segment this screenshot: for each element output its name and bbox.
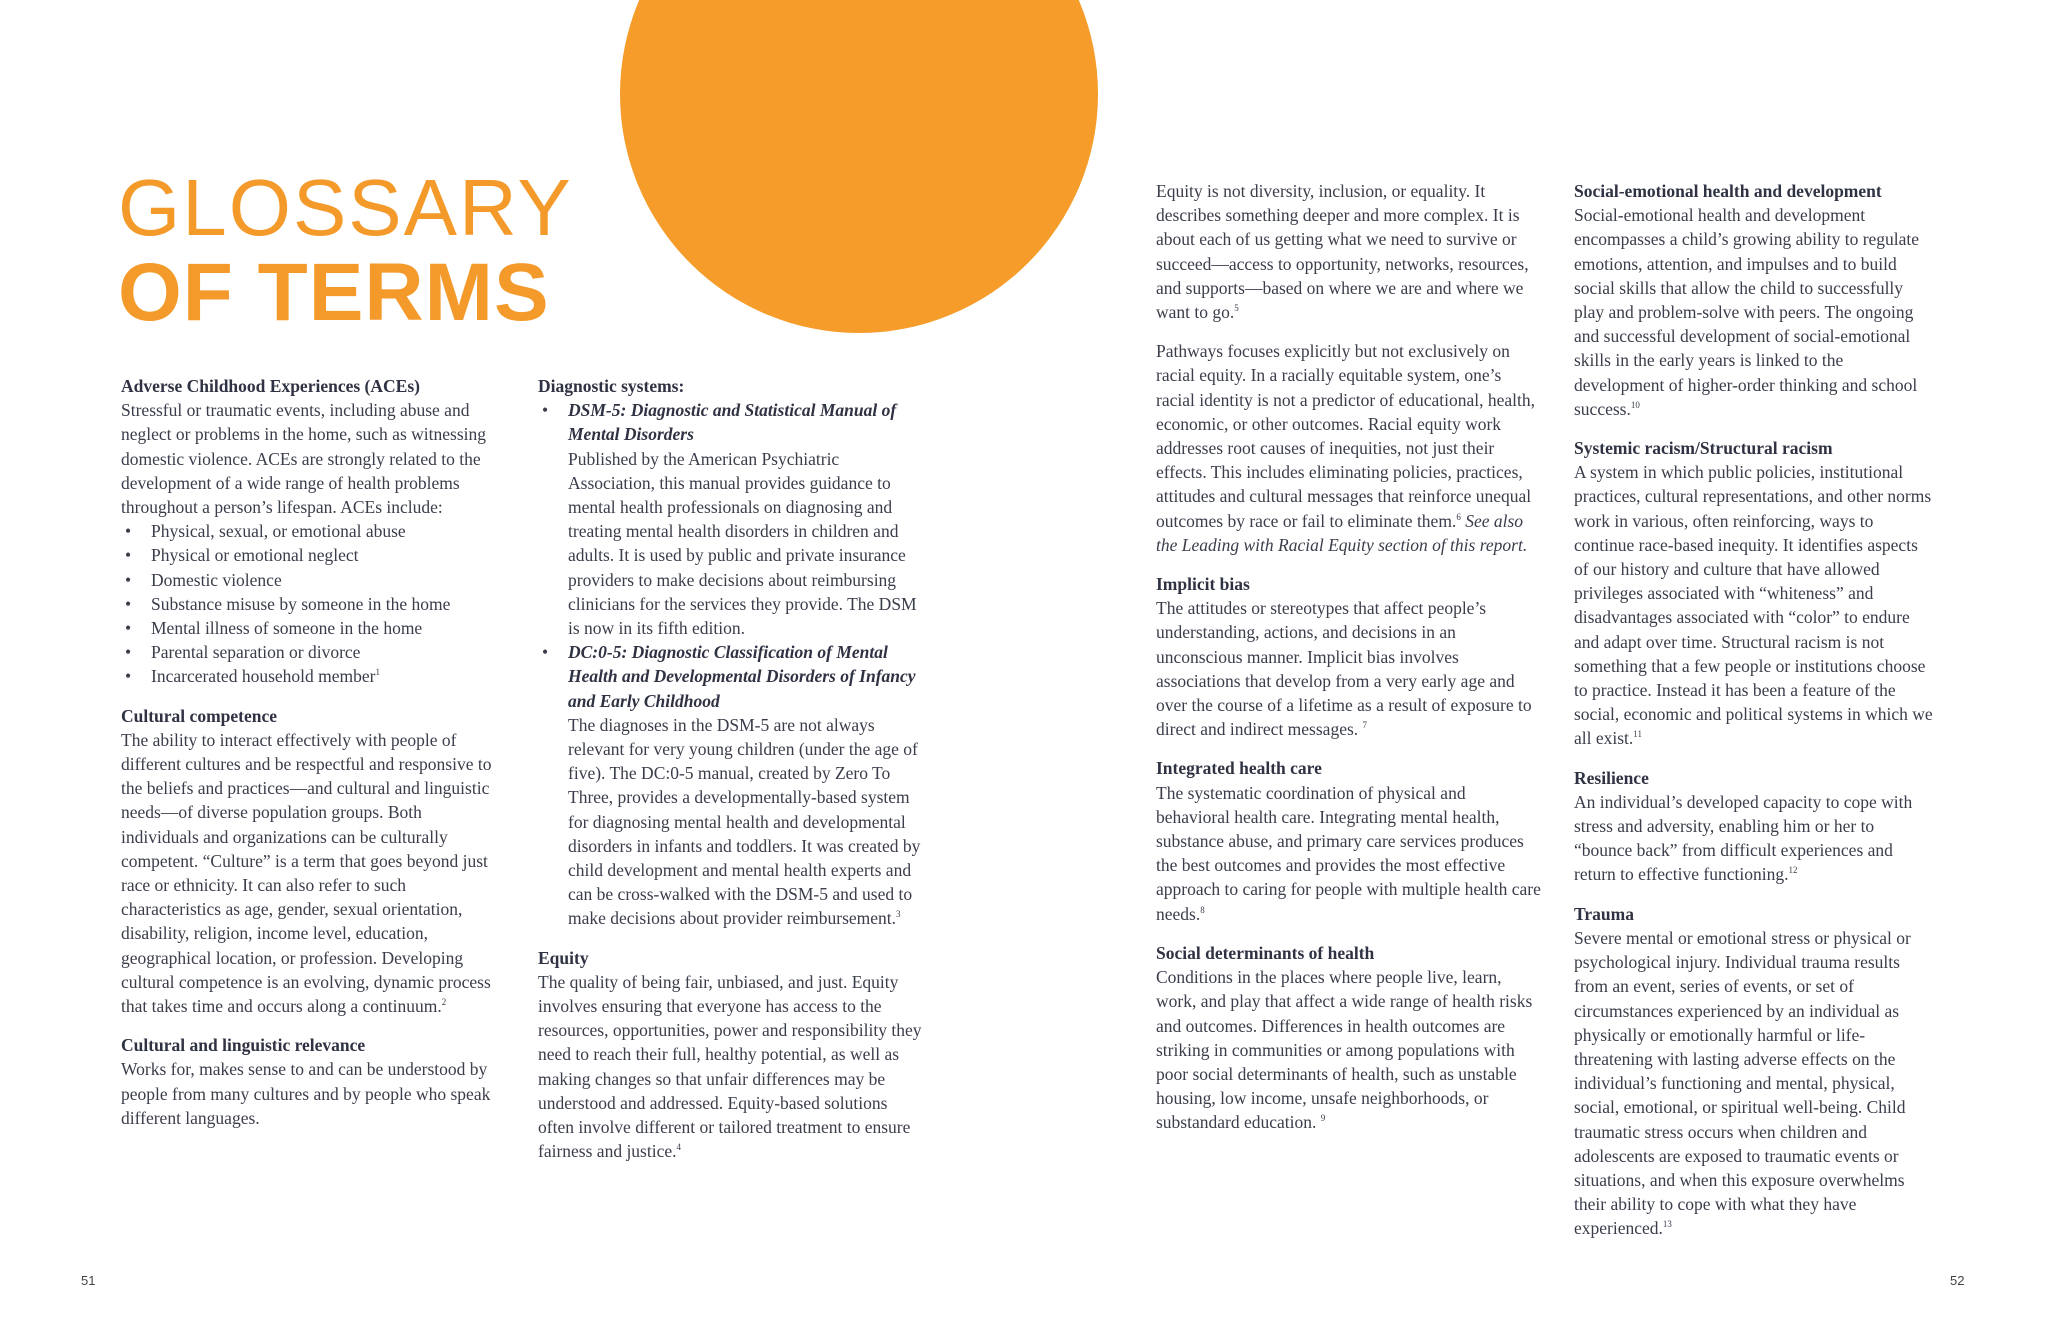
term-definition	[121, 728, 496, 1018]
definition-text: Social-emotional health and development encompasses a child’s growing ability to regulate emotions, attention, and impulses and to build social skills that allow the child to successfully play and problem-solve with peers. The ongoing and successful development of social-emotional skills in the early years is linked to the development of higher-order thinking and school success.	[1574, 205, 1920, 419]
term-heading: Adverse Childhood Experiences (ACEs)	[121, 376, 420, 396]
dc05-definition	[568, 713, 923, 931]
footnote-ref: 6	[1456, 511, 1461, 522]
column-2	[538, 374, 923, 1179]
footnote-ref: 8	[1200, 904, 1205, 915]
diagnostic-list	[538, 398, 923, 930]
column-1	[121, 374, 496, 1145]
equity-continued-1	[1156, 179, 1541, 324]
list-item-dc05	[538, 640, 923, 930]
term-heading: Trauma	[1574, 903, 1634, 924]
paragraph-text: Pathways focuses explicitly but not exclusively on racial equity. In a racially equitable system, one’s racial identity is not a predictor of educational, health, economic, or other outcomes. Racial equity work addresses root causes of inequities, not just their effects. This includes eliminating policies, practices, attitudes and cultural messages that reinforce unequal outcomes by race or fail to eliminate them.	[1156, 341, 1536, 531]
term-heading: Implicit bias	[1156, 574, 1250, 595]
term-heading: Diagnostic systems:	[538, 376, 685, 396]
term-definition	[1574, 460, 1934, 750]
footnote-ref: 12	[1788, 865, 1798, 876]
equity-continued-2	[1156, 339, 1541, 557]
term-definition	[1156, 781, 1541, 926]
term-definition	[1156, 965, 1541, 1134]
footnote-ref: 2	[441, 997, 447, 1008]
title-line-of-terms: OF TERMS	[118, 247, 550, 338]
definition-text: Severe mental or emotional stress or physical or psychological injury. Individual trauma results from an event, series of events, or set of circumstances experienced by an individual as physically or emotionally harmful or life-threatening with lasting adverse effects on the individual’s functioning and mental, physical, social, emotional, or spiritual well-being. Child traumatic stress occurs when children and adolescents are exposed to traumatic events or situations, and when this exposure overwhelms their ability to cope with what they have experienced.	[1574, 927, 1911, 1239]
term-definition	[538, 970, 923, 1164]
term-definition	[1574, 926, 1934, 1241]
aces-list	[121, 519, 496, 688]
definition-text: The quality of being fair, unbiased, and just. Equity involves ensuring that everyone has access to the resources, opportunities, power and responsibility they need to reach their full, healthy potential, as well as making changes so that unfair differences may be understood and addressed. Equity-based solutions often involve different or tailored treatment to ensure fairness and justice.	[538, 971, 922, 1162]
footnote-ref: 7	[1362, 720, 1368, 731]
term-diagnostic-systems	[538, 374, 923, 931]
dc05-title: • DC:0-5: Diagnostic Classification of Mental Health and Developmental Disorders of Infancy and Early Childhood	[568, 642, 916, 711]
dsm5-definition: Published by the American Psychiatric Association, this manual provides guidance to mental health professionals on diagnosing and treating mental health disorders in children and adults. It is used by public and private insurance providers to make decisions about reimbursing clinicians for the services they provide. The DSM is now in its fifth edition.	[568, 448, 917, 639]
page-number-left: 51	[81, 1273, 96, 1288]
term-heading: Integrated health care	[1156, 758, 1322, 779]
definition-text: The diagnoses in the DSM-5 are not always relevant for very young children (under the age of five). The DC:0-5 manual, created by Zero To Three, provides a developmentally-based system for diagnosing mental health and developmental disorders in infants and toddlers. It was created by child development and mental health experts and can be cross-walked with the DSM-5 and used to make decisions about provider reimbursement.	[568, 714, 921, 929]
term-resilience	[1574, 766, 1934, 887]
term-trauma	[1574, 902, 1934, 1241]
term-heading: Cultural competence	[121, 705, 278, 726]
footnote-ref: 9	[1320, 1113, 1326, 1124]
list-item: • Physical, sexual, or emotional abuse	[121, 519, 496, 543]
definition-text: Conditions in the places where people live, learn, work, and play that affect a wide range of health risks and outcomes. Differences in health outcomes are striking in communities or among populations with poor social determinants of health, such as unstable housing, low income, unsafe neighborhoods, or substandard education.	[1156, 967, 1533, 1133]
list-item-dsm5	[538, 398, 923, 640]
see-also-note: See also the Leading with Racial Equity section of this report.	[1156, 510, 1528, 555]
term-heading: Cultural and linguistic relevance	[121, 1035, 366, 1056]
list-item	[121, 664, 496, 688]
footnote-ref: 3	[896, 909, 901, 920]
title-line-glossary: GLOSSARY	[118, 163, 573, 252]
orange-circle-decoration	[620, 0, 1098, 333]
term-systemic-racism	[1574, 436, 1934, 751]
footnote-ref: 11	[1633, 729, 1642, 740]
term-heading: Equity	[538, 947, 589, 968]
term-equity	[538, 946, 923, 1164]
term-definition	[1574, 790, 1934, 887]
term-heading: Social determinants of health	[1156, 942, 1375, 963]
definition-text: An individual’s developed capacity to cope with stress and adversity, enabling him or her to “bounce back” from difficult experiences and return to effective functioning.	[1574, 791, 1913, 885]
term-aces	[121, 374, 496, 689]
list-item: • Mental illness of someone in the home	[121, 616, 496, 640]
footnote-ref: 5	[1234, 303, 1239, 314]
term-definition	[1156, 596, 1541, 741]
definition-text: A system in which public policies, institutional practices, cultural representations, and other norms work in various, often reinforcing, ways to continue race-based inequity. It identifies aspects of our history and culture that have allowed privileges associated with “whiteness” and disadvantages associated with “color” to endure and adapt over time. Structural racism is not something that a few people or institutions choose to practice. Instead it has been a feature of the social, economic and political systems in which we all exist.	[1574, 462, 1933, 749]
term-heading: Resilience	[1574, 767, 1649, 788]
term-definition	[1574, 203, 1934, 421]
column-4	[1574, 179, 1934, 1256]
definition-text: The systematic coordination of physical and behavioral health care. Integrating mental health, substance abuse, and primary care services produces the best outcomes and provides the most effective approach to caring for people with multiple health care needs.	[1156, 782, 1541, 924]
footnote-ref: 10	[1630, 400, 1640, 410]
list-item: • Substance misuse by someone in the home	[121, 592, 496, 616]
footnote-ref: 13	[1662, 1219, 1672, 1230]
list-item: • Domestic violence	[121, 568, 496, 592]
footnote-ref: 1	[375, 667, 380, 678]
definition-text: The ability to interact effectively with people of different cultures and be respectful and responsive to the beliefs and practices—and cultural and linguistic needs—of diverse population groups. Both individuals and organizations can be culturally competent. “Culture” is a term that goes beyond just race or ethnicity. It can also refer to such characteristics as age, gender, sexual orientation, disability, religion, income level, education, geographical location, or profession. Developing cultural competence is an evolving, dynamic process that takes time and occurs along a continuum.	[121, 729, 492, 1017]
list-item-text: Incarcerated household member	[151, 666, 376, 687]
term-cultural-competence	[121, 704, 496, 1019]
footnote-ref: 4	[676, 1142, 681, 1153]
term-implicit-bias	[1156, 572, 1541, 741]
term-definition: Stressful or traumatic events, including abuse and neglect or problems in the home, such as witnessing domestic violence. ACEs are strongly related to the development of a wide range of health problems throughout a person’s lifespan. ACEs include:	[121, 400, 486, 518]
term-integrated-health-care	[1156, 756, 1541, 925]
column-3	[1156, 179, 1541, 1150]
term-cultural-relevance	[121, 1033, 496, 1130]
term-heading: Systemic racism/Structural racism	[1574, 438, 1833, 459]
list-item: • Physical or emotional neglect	[121, 543, 496, 567]
term-definition: Works for, makes sense to and can be understood by people from many cultures and by people who speak different languages.	[121, 1059, 491, 1128]
term-social-emotional	[1574, 179, 1934, 421]
page-number-right: 52	[1950, 1273, 1965, 1288]
dsm5-title: • DSM-5: Diagnostic and Statistical Manual of Mental Disorders	[568, 400, 897, 445]
page-title	[118, 163, 573, 338]
paragraph-text: Equity is not diversity, inclusion, or equality. It describes something deeper and more complex. It is about each of us getting what we need to survive or succeed—access to opportunity, networks, resources, and supports—based on where we are and where we want to go.	[1156, 181, 1529, 323]
term-social-determinants	[1156, 941, 1541, 1135]
term-heading: Social-emotional health and development	[1574, 181, 1882, 201]
definition-text: The attitudes or stereotypes that affect people’s understanding, actions, and decisions in an unconscious manner. Implicit bias involves associations that develop from a very early age and over the course of a lifetime as a result of exposure to direct and indirect messages.	[1156, 598, 1532, 740]
list-item: • Parental separation or divorce	[121, 640, 496, 664]
